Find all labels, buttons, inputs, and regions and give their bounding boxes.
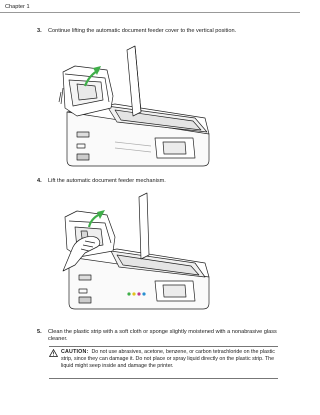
warning-triangle-icon: [49, 349, 58, 357]
step-4: [37, 178, 287, 187]
figure-adf-cover-vertical: [55, 42, 215, 174]
step-3-number: 3.: [37, 28, 42, 34]
step-4-number: 4.: [37, 178, 42, 184]
step-5-number: 5.: [37, 329, 42, 335]
figure-adf-mechanism-lift: [55, 191, 215, 316]
caution-rule-top: [49, 346, 278, 347]
caution-note: [49, 349, 277, 375]
chapter-header: Chapter 1: [5, 4, 30, 10]
header-rule: [0, 12, 300, 13]
step-5-text: Clean the plastic strip with a soft cloth or sponge slightly moistened with a nonabrasive glass cleaner.: [48, 329, 277, 343]
step-3-text: Continue lifting the automatic document feeder cover to the vertical position.: [48, 28, 237, 34]
step-3: [37, 28, 287, 37]
caution-text: Do not use abrasives, acetone, benzene, or carbon tetrachloride on the plastic strip, since they can damage it. Do not place or spray liquid directly on the plastic strip. The liquid might seep inside and damage the printer.: [61, 349, 275, 369]
caution-rule-bottom: [49, 378, 278, 379]
caution-body: [61, 349, 277, 370]
step-5: [37, 329, 287, 345]
caution-label: CAUTION:: [61, 349, 89, 355]
step-4-text: Lift the automatic document feeder mechanism.: [48, 178, 166, 184]
